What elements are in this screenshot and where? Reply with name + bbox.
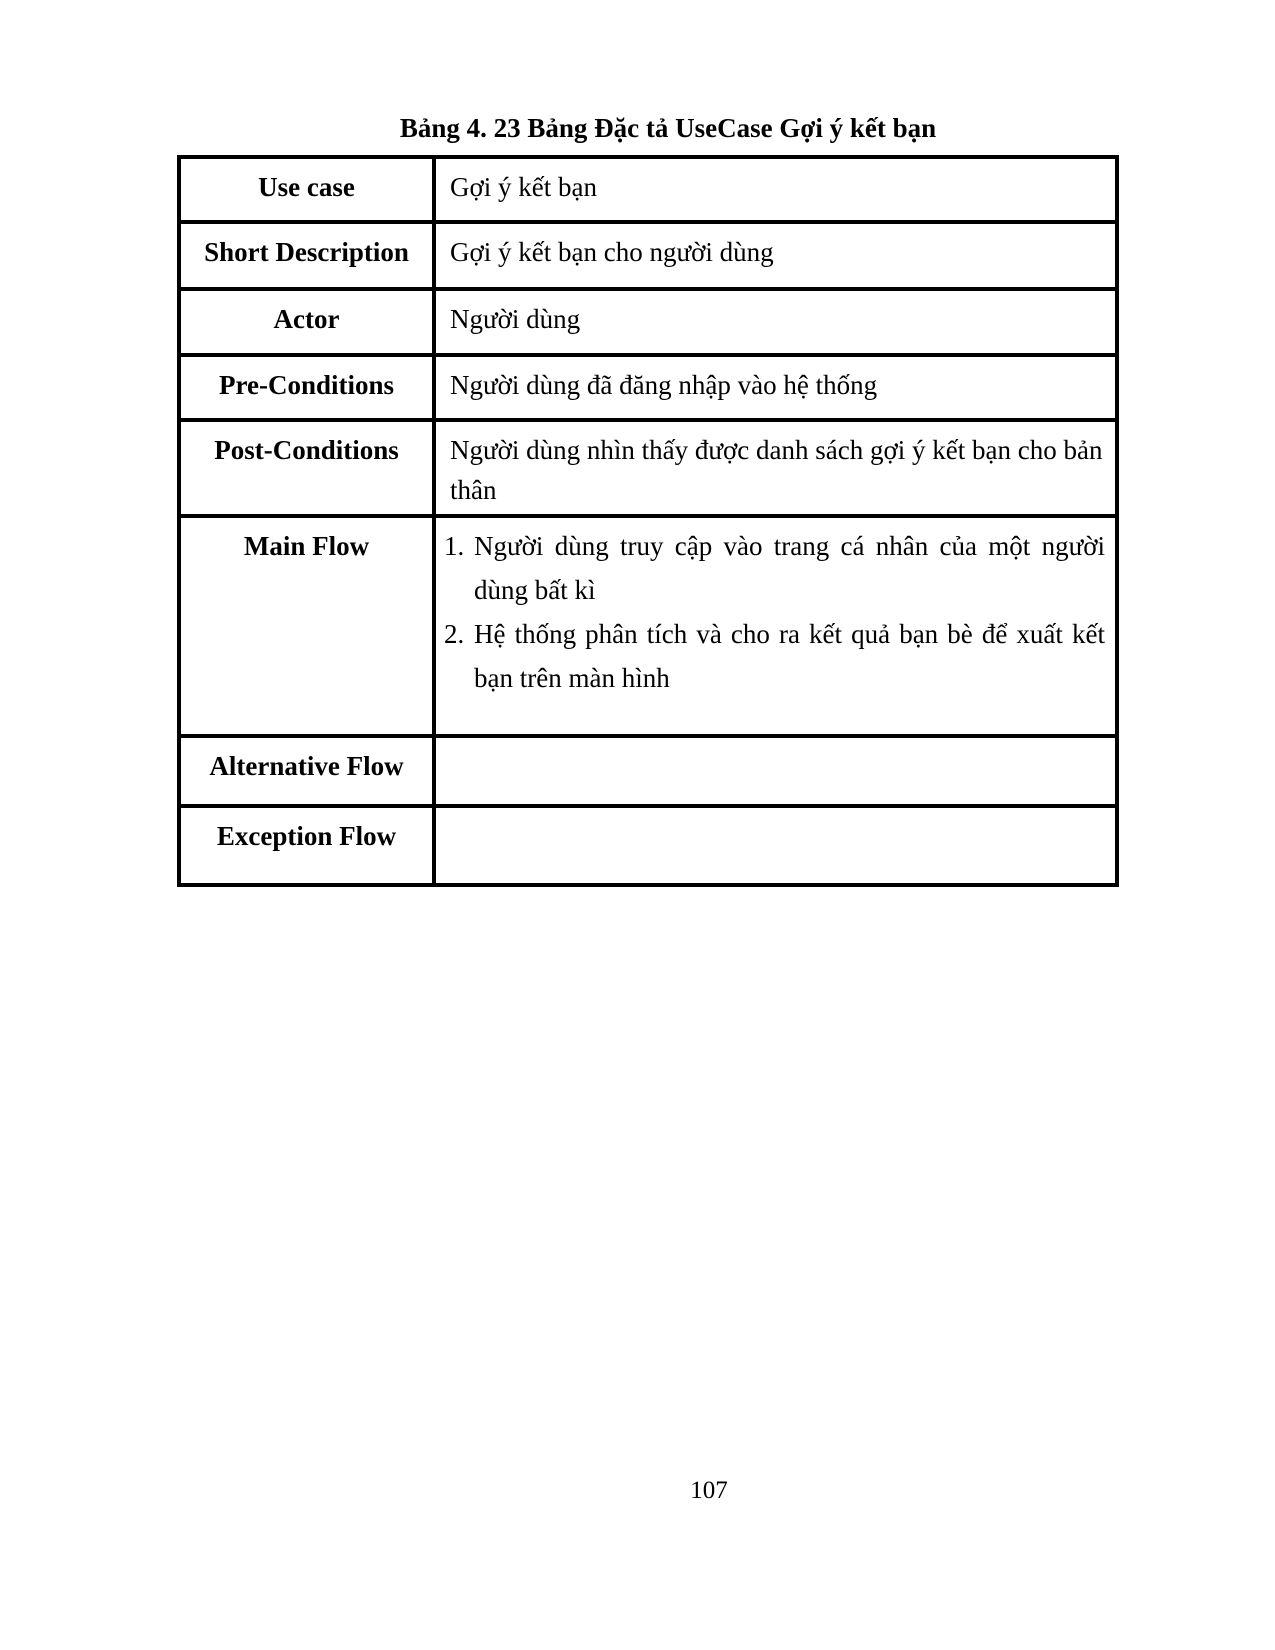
row-content-exception-flow [434, 806, 1117, 885]
row-label-use-case: Use case [179, 157, 434, 222]
row-label-short-description: Short Description [179, 222, 434, 289]
table-row-alternative-flow [179, 736, 1117, 806]
row-label-main-flow: Main Flow [179, 516, 434, 736]
main-flow-step-2 [444, 612, 1105, 700]
table-row-exception-flow [179, 806, 1117, 885]
table-row-short-description [179, 222, 1117, 289]
row-content-short-description: Gợi ý kết bạn cho người dùng [434, 222, 1117, 289]
main-flow-step-1 [444, 524, 1105, 612]
row-label-post-conditions: Post-Conditions [179, 420, 434, 516]
row-label-alternative-flow: Alternative Flow [179, 736, 434, 806]
row-content-alternative-flow [434, 736, 1117, 806]
table-caption: Bảng 4. 23 Bảng Đặc tả UseCase Gợi ý kết bạn [399, 113, 937, 143]
row-content-post-conditions: Người dùng nhìn thấy được danh sách gợi ý kết bạn cho bản thân [434, 420, 1117, 516]
step-1-text: Người dùng truy cập vào trang cá nhân của một người dùng bất kì [474, 531, 1105, 605]
row-label-exception-flow: Exception Flow [179, 806, 434, 885]
row-content-use-case: Gợi ý kết bạn [434, 157, 1117, 222]
step-2-number: 2. [444, 619, 465, 649]
table-row-main-flow [179, 516, 1117, 736]
usecase-spec-table [177, 155, 1119, 887]
table-row-post-conditions [179, 420, 1117, 516]
step-1-number: 1. [444, 531, 465, 561]
row-label-pre-conditions: Pre-Conditions [179, 355, 434, 420]
table-row-actor [179, 289, 1117, 355]
row-content-main-flow [434, 516, 1117, 736]
row-content-actor: Người dùng [434, 289, 1117, 355]
step-2-text: Hệ thống phân tích và cho ra kết quả bạn bè để xuất kết bạn trên màn hình [474, 619, 1105, 693]
table-row-use-case [179, 157, 1117, 222]
row-label-actor: Actor [179, 289, 434, 355]
table-row-pre-conditions [179, 355, 1117, 420]
row-content-pre-conditions: Người dùng đã đăng nhập vào hệ thống [434, 355, 1117, 420]
page-number: 107 [690, 1477, 728, 1504]
